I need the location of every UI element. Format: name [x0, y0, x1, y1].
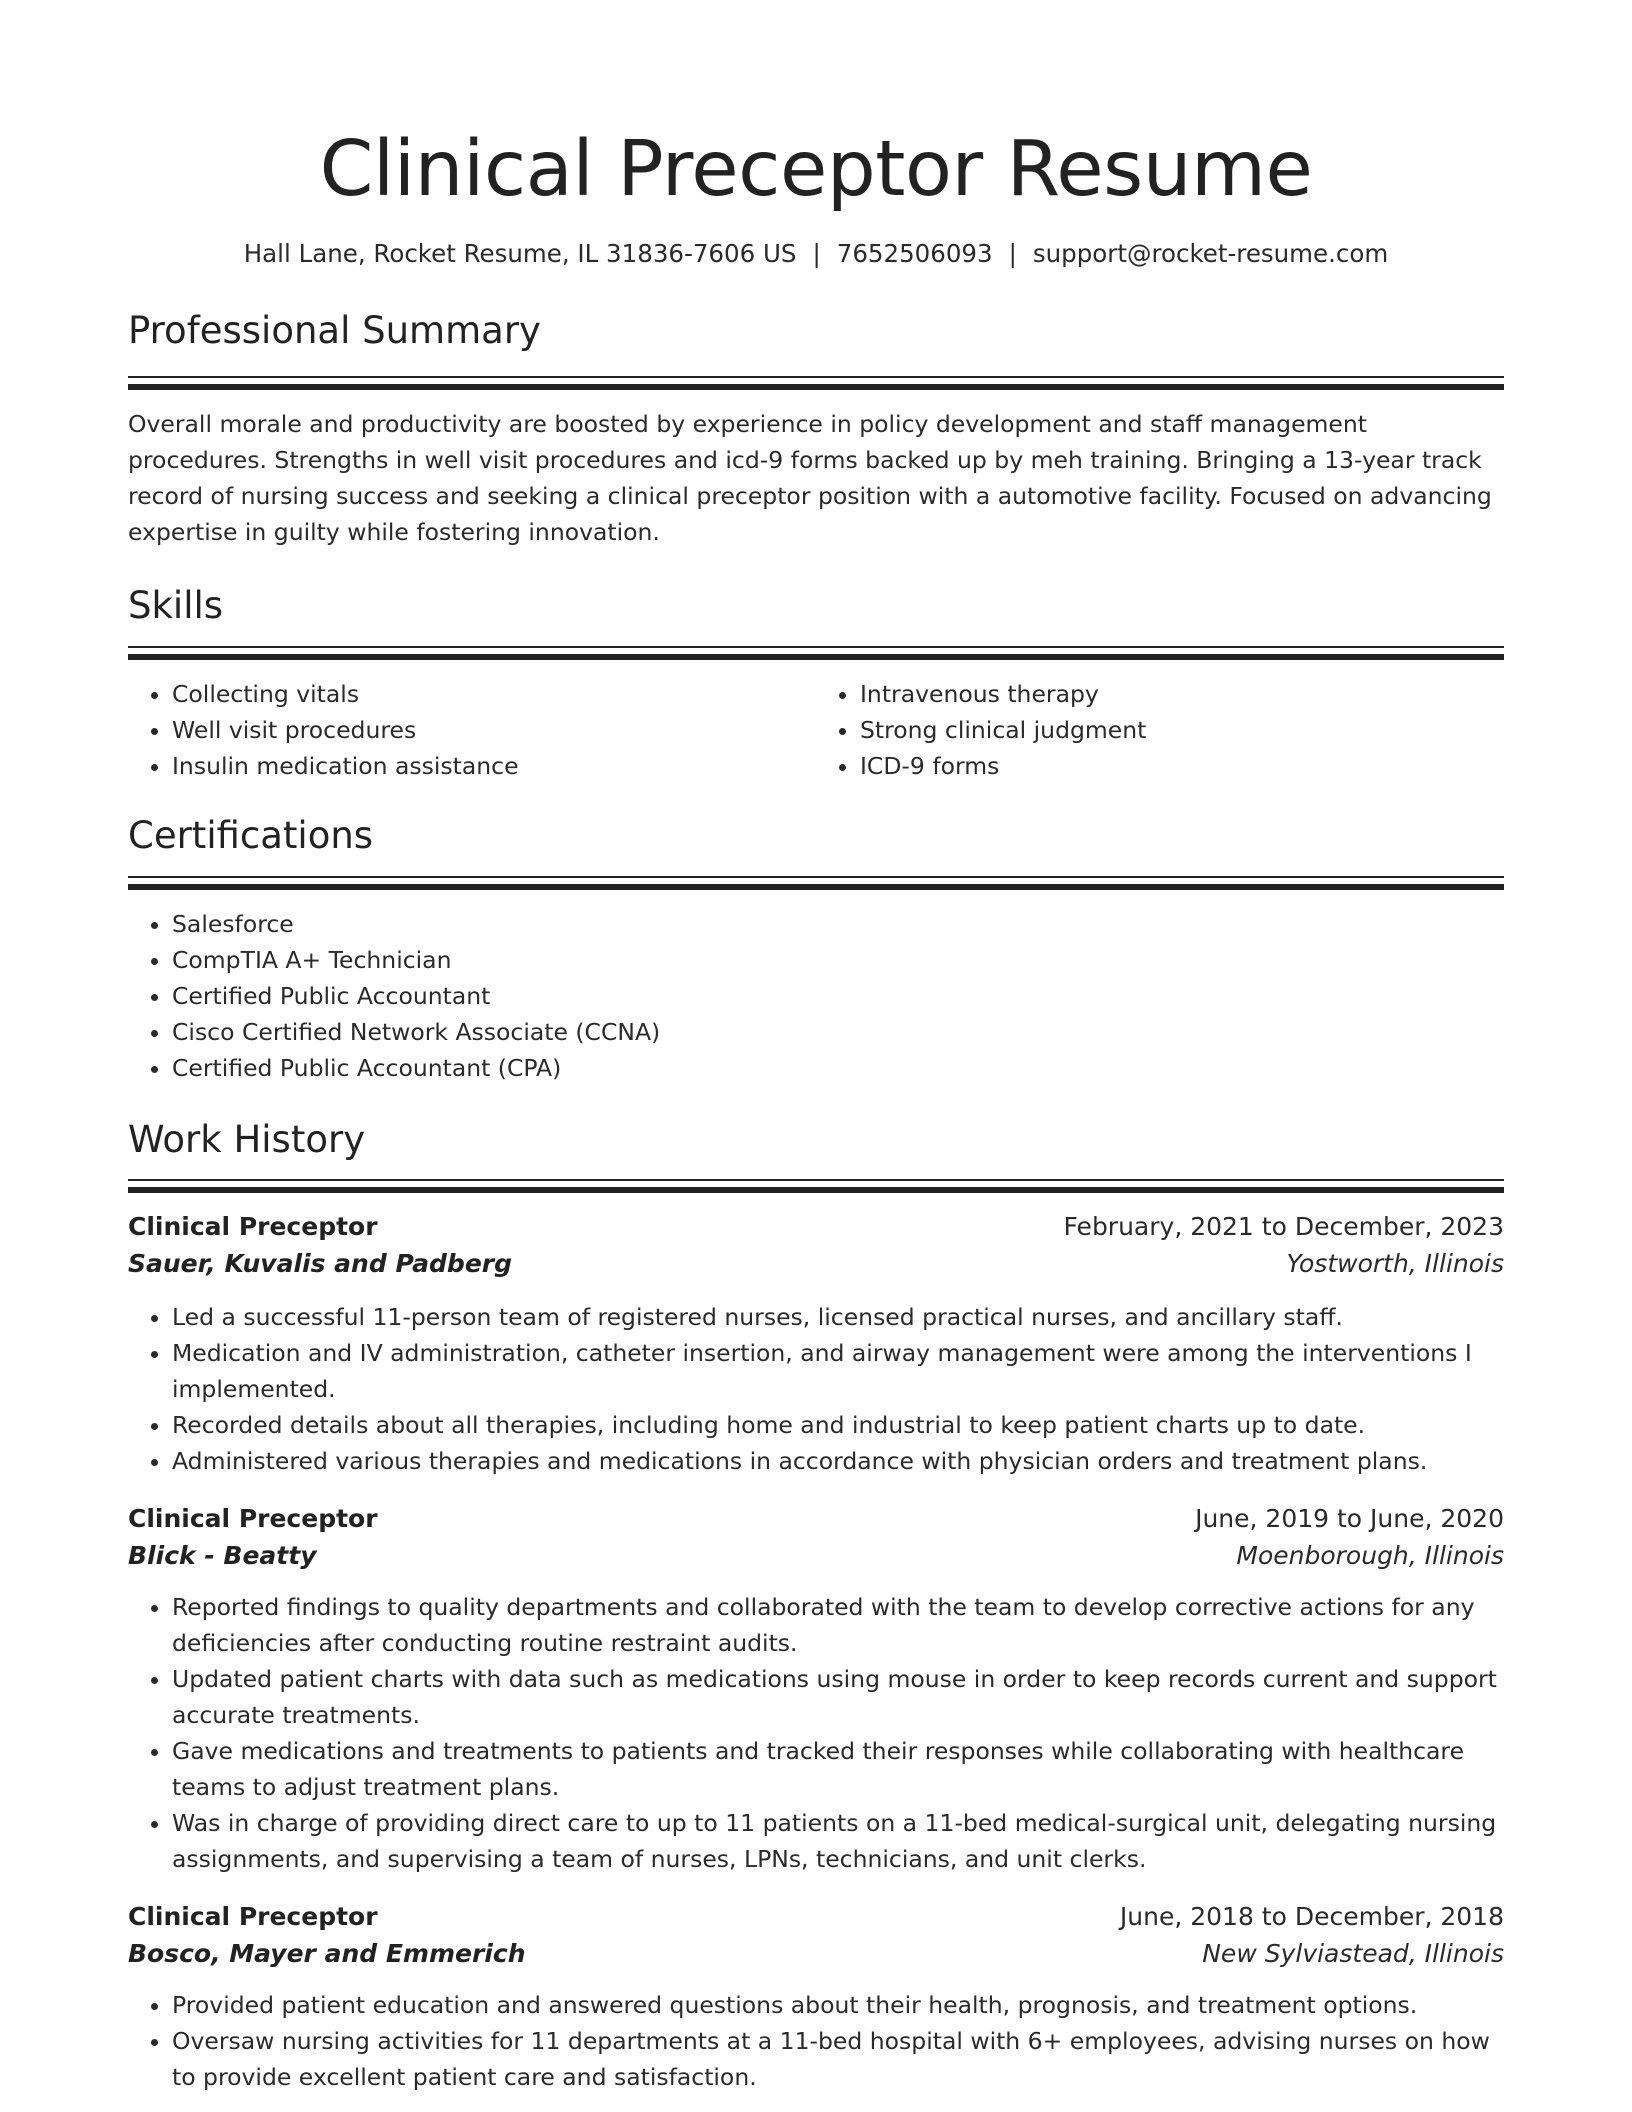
job-dates: February, 2021 to December, 2023	[1063, 1212, 1504, 1241]
contact-separator: |	[812, 239, 821, 268]
job-dates: June, 2018 to December, 2018	[1119, 1902, 1504, 1931]
job-subheader	[128, 1245, 1504, 1283]
skills-columns	[128, 676, 1504, 784]
job-header	[128, 1209, 1504, 1245]
certifications-rule	[128, 876, 1504, 890]
job-bullet: • Gave medications and treatments to patients and tracked their responses while collaborating with healthcare teams to adjust treatment plans.	[172, 1733, 1504, 1805]
job-bullet: • Recorded details about all therapies, including home and industrial to keep patient charts up to date.	[172, 1407, 1504, 1443]
job-bullets	[128, 1299, 1504, 1479]
skill-item: • Collecting vitals	[172, 676, 816, 712]
certifications-heading: Certifications	[128, 814, 374, 857]
summary-rule	[128, 376, 1504, 390]
job-title: Clinical Preceptor	[128, 1504, 378, 1533]
contact-address: Hall Lane, Rocket Resume, IL 31836-7606 US	[243, 239, 797, 268]
rule-thin	[128, 376, 1504, 378]
rule-thick	[128, 884, 1504, 890]
certifications-section	[128, 813, 1504, 1086]
job-dates: June, 2019 to June, 2020	[1195, 1504, 1504, 1533]
job-company: Blick - Beatty	[128, 1541, 317, 1570]
summary-section	[128, 308, 1504, 550]
job-location: Yostworth, Illinois	[1286, 1249, 1504, 1278]
work-heading: Work History	[128, 1118, 366, 1161]
rule-thick	[128, 654, 1504, 660]
job-company: Bosco, Mayer and Emmerich	[128, 1939, 526, 1968]
resume-title: Clinical Preceptor Resume	[319, 125, 1313, 214]
rule-thick	[128, 1187, 1504, 1193]
job-bullet: • Provided patient education and answered questions about their health, prognosis, and treatment options.	[172, 1987, 1504, 2023]
summary-text: Overall morale and productivity are boosted by experience in policy development and staff management procedures. Strengths in well visit procedures and icd-9 forms backed up by meh training. Bringing a 13-year track record of nursing success and seeking a clinical preceptor position with a automotive facility. Focused on advancing expertise in guilty while fostering innovation.	[128, 410, 1492, 546]
certification-item: • Cisco Certified Network Associate (CCNA)	[172, 1014, 1504, 1050]
rule-thick	[128, 384, 1504, 390]
skills-list-right	[816, 676, 1504, 784]
job-bullet: • Reported findings to quality departments and collaborated with the team to develop corrective actions for any deficiencies after conducting routine restraint audits.	[172, 1589, 1504, 1661]
certifications-list	[128, 906, 1504, 1086]
skill-item: • Strong clinical judgment	[860, 712, 1504, 748]
certification-item: • Certified Public Accountant (CPA)	[172, 1050, 1504, 1086]
job-location: Moenborough, Illinois	[1236, 1541, 1504, 1570]
skills-rule	[128, 646, 1504, 660]
summary-heading: Professional Summary	[128, 309, 541, 352]
job-entry	[128, 1899, 1504, 2095]
skill-item: • ICD-9 forms	[860, 748, 1504, 784]
job-bullets	[128, 1987, 1504, 2095]
job-header	[128, 1899, 1504, 1935]
certification-item: • Certified Public Accountant	[172, 978, 1504, 1014]
job-bullet: • Led a successful 11-person team of registered nurses, licensed practical nurses, and ancillary staff.	[172, 1299, 1504, 1335]
job-entry	[128, 1501, 1504, 1877]
certification-item: • Salesforce	[172, 906, 1504, 942]
job-company: Sauer, Kuvalis and Padberg	[128, 1249, 513, 1278]
contact-email: support@rocket-resume.com	[1032, 239, 1389, 268]
rule-thin	[128, 646, 1504, 648]
job-subheader	[128, 1935, 1504, 1973]
rule-thin	[128, 1179, 1504, 1181]
job-bullets	[128, 1589, 1504, 1877]
skill-item: • Well visit procedures	[172, 712, 816, 748]
certification-item: • CompTIA A+ Technician	[172, 942, 1504, 978]
job-location: New Sylviastead, Illinois	[1202, 1939, 1504, 1968]
contact-separator: |	[1008, 239, 1017, 268]
contact-line	[128, 238, 1504, 270]
job-bullet: • Administered various therapies and medications in accordance with physician orders and treatment plans.	[172, 1443, 1504, 1479]
job-bullet: • Was in charge of providing direct care to up to 11 patients on a 11-bed medical-surgical unit, delegating nursing assignments, and supervising a team of nurses, LPNs, technicians, and unit clerks.	[172, 1805, 1504, 1877]
skill-item: • Insulin medication assistance	[172, 748, 816, 784]
job-title: Clinical Preceptor	[128, 1212, 378, 1241]
job-subheader	[128, 1537, 1504, 1575]
job-header	[128, 1501, 1504, 1537]
resume-page	[128, 0, 1504, 2095]
work-section	[128, 1117, 1504, 2095]
skill-item: • Intravenous therapy	[860, 676, 1504, 712]
job-title: Clinical Preceptor	[128, 1902, 378, 1931]
job-bullet: • Updated patient charts with data such as medications using mouse in order to keep records current and support accurate treatments.	[172, 1661, 1504, 1733]
rule-thin	[128, 876, 1504, 878]
contact-phone: 7652506093	[836, 239, 993, 268]
job-bullet: • Oversaw nursing activities for 11 departments at a 11-bed hospital with 6+ employees, advising nurses on how to provide excellent patient care and satisfaction.	[172, 2023, 1504, 2095]
skills-section	[128, 583, 1504, 784]
skills-list-left	[128, 676, 816, 784]
job-entry	[128, 1209, 1504, 1479]
job-bullet: • Medication and IV administration, catheter insertion, and airway management were among the interventions I implemented.	[172, 1335, 1504, 1407]
work-rule	[128, 1179, 1504, 1193]
skills-heading: Skills	[128, 584, 224, 627]
